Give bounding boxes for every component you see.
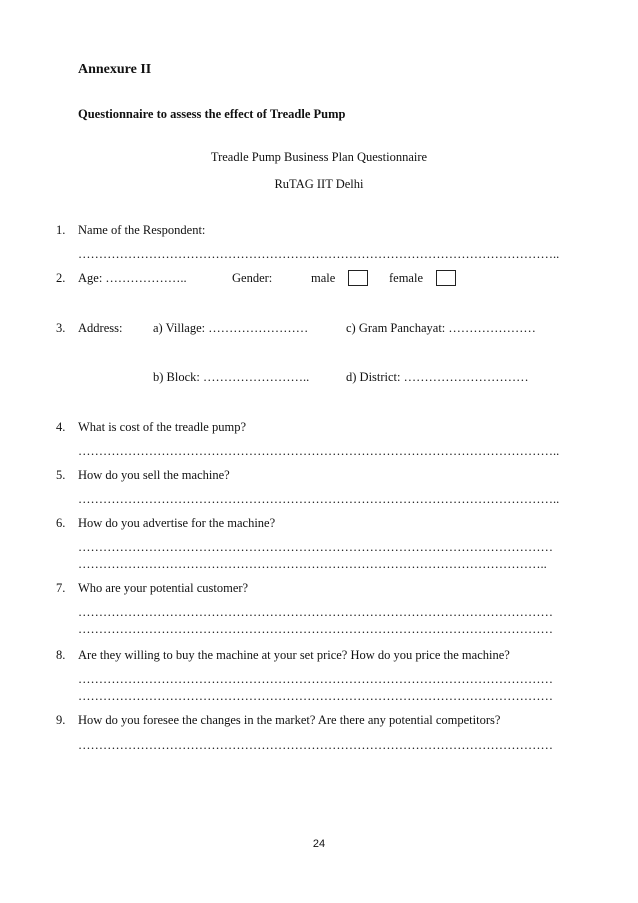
question-text: How do you foresee the changes in the market? Are there any potential competitors? — [78, 713, 501, 727]
male-checkbox[interactable] — [348, 270, 368, 286]
question-number: 4. — [56, 420, 66, 434]
village-field[interactable]: a) Village: …………………… — [153, 321, 309, 335]
answer-line[interactable]: …………………………………………………………………………………………………… — [78, 689, 553, 703]
question-number: 3. — [56, 321, 66, 335]
question-number: 7. — [56, 581, 66, 595]
gender-label: Gender: — [232, 271, 273, 285]
answer-line[interactable]: …………………………………………………………………………………………………… — [78, 738, 553, 752]
question-text: How do you sell the machine? — [78, 468, 230, 482]
male-label: male — [311, 271, 336, 285]
questionnaire-subtitle: Questionnaire to assess the effect of Treadle Pump — [78, 107, 346, 121]
gram-panchayat-field[interactable]: c) Gram Panchayat: ………………… — [346, 321, 536, 335]
answer-line[interactable]: …………………………………………………………………………………………………… — [78, 605, 553, 619]
answer-line[interactable]: …………………………………………………………………………………………………….. — [78, 444, 560, 458]
female-checkbox[interactable] — [436, 270, 456, 286]
page-number: 24 — [312, 838, 326, 850]
district-field[interactable]: d) District: ………………………… — [346, 370, 529, 384]
question-text: What is cost of the treadle pump? — [78, 420, 246, 434]
answer-line[interactable]: …………………………………………………………………………………………………… — [78, 672, 553, 686]
female-label: female — [389, 271, 424, 285]
block-field[interactable]: b) Block: …………………….. — [153, 370, 310, 384]
age-field[interactable]: Age: ……………….. — [78, 271, 187, 285]
answer-line[interactable]: …………………………………………………………………………………………………….. — [78, 492, 560, 506]
answer-line[interactable]: …………………………………………………………………………………………………… — [78, 540, 553, 554]
question-number: 8. — [56, 648, 66, 662]
question-number: 1. — [56, 223, 66, 237]
form-title: Treadle Pump Business Plan Questionnaire — [210, 150, 428, 164]
question-number: 5. — [56, 468, 66, 482]
question-text: How do you advertise for the machine? — [78, 516, 276, 530]
question-text: Are they willing to buy the machine at your set price? How do you price the machine? — [78, 648, 510, 662]
answer-line[interactable]: ………………………………………………………………………………………………….. — [78, 557, 547, 571]
annex-title: Annexure II — [78, 62, 152, 77]
question-number: 2. — [56, 271, 66, 285]
question-number: 9. — [56, 713, 66, 727]
question-text: Name of the Respondent: — [78, 223, 206, 237]
answer-line[interactable]: …………………………………………………………………………………………………….. — [78, 247, 560, 261]
address-label: Address: — [78, 321, 123, 335]
answer-line[interactable]: …………………………………………………………………………………………………… — [78, 622, 553, 636]
question-text: Who are your potential customer? — [78, 581, 249, 595]
organization-name: RuTAG IIT Delhi — [274, 177, 364, 191]
question-number: 6. — [56, 516, 66, 530]
